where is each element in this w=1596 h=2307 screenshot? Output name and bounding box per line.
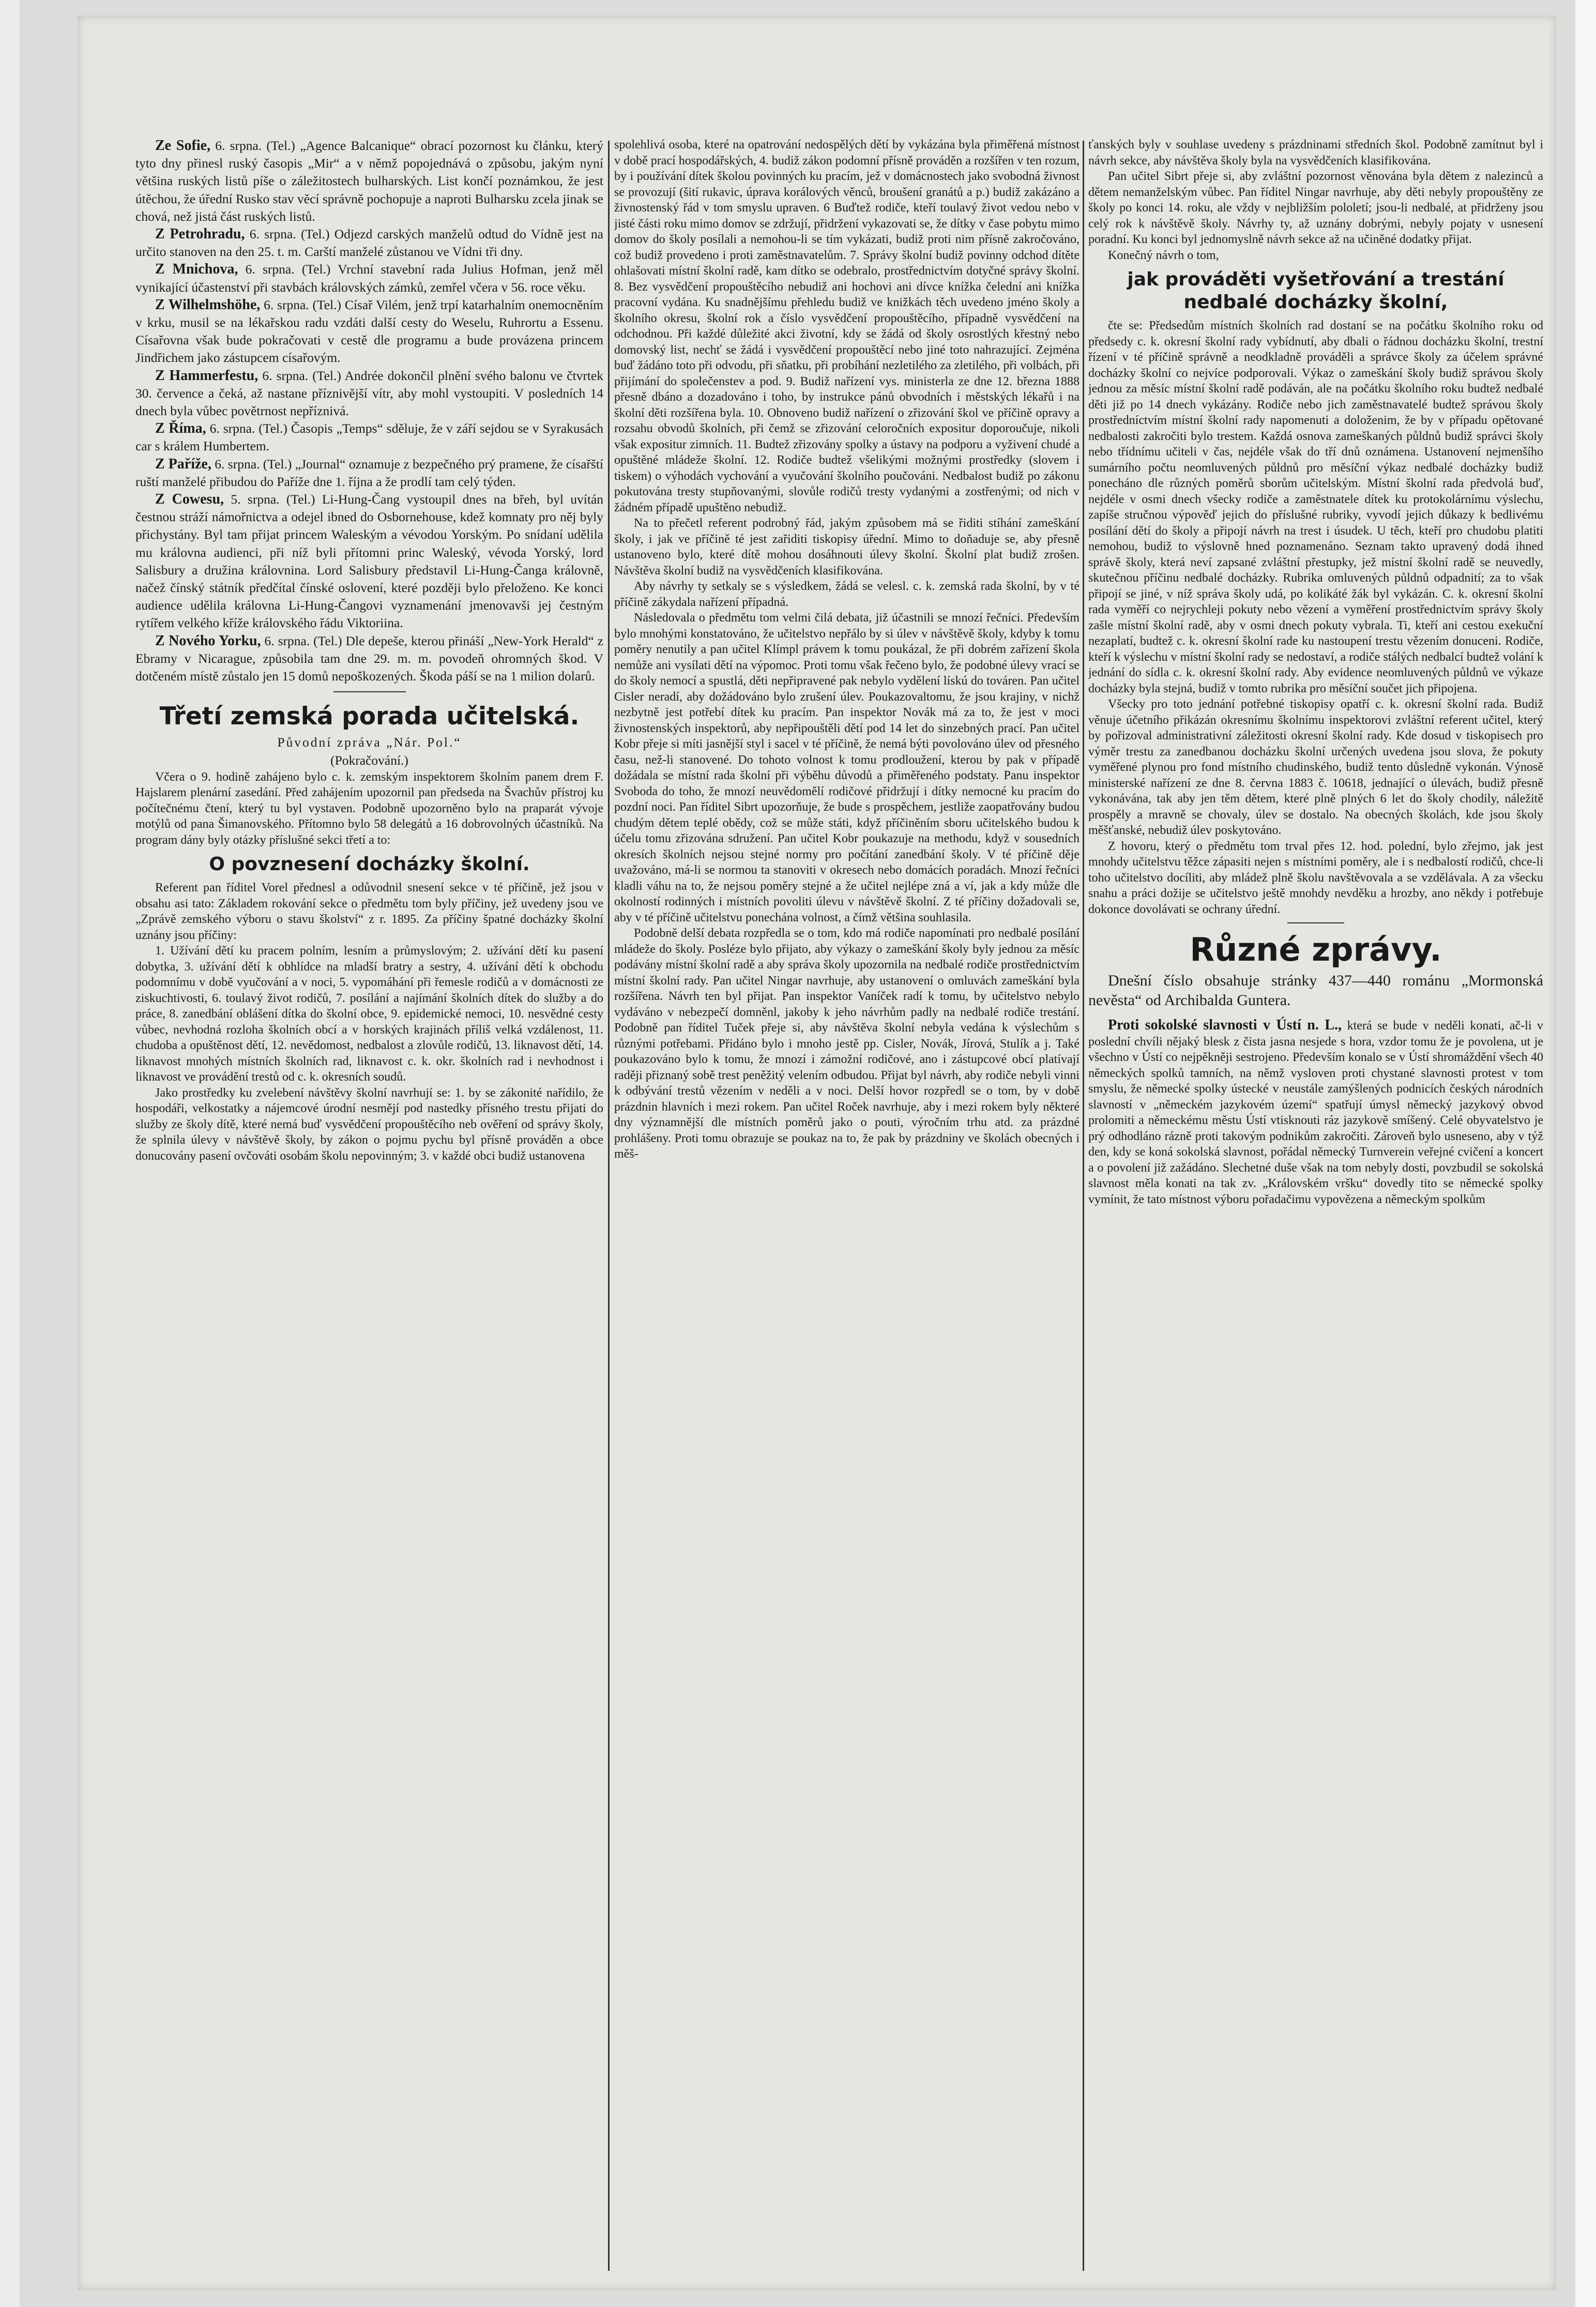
article-paragraph: ťanských byly v souhlase uvedeny s prázdninami středních škol. Podobně zamítnut byl i návrh sekce, aby návštěva školy byla na vysvědčeních klasifikována. — [1088, 138, 1543, 168]
article-paragraph: Následovala o předmětu tom velmi čilá debata, již účastnili se mnozí řečníci. Především bylo mnohými konstatováno, že učitelstvo nepřálo by si úlev v návštěvě školy, kdyby k tomu poměry nenutily a pan učitel Klímpl právem k tomu poukázal, že při dobrém zařízení škola nemůže ani vysílati dětí na výpomoc. Proti tomu však řečeno bylo, že podobné úlevy vrací se do školy nemocí a spustlá, děti nepřipravené pak nebylo vydělení lískú do továren. Pan učitel Cisler neradí, aby dožádováno bylo zrušení úlev. Poukazovaltomu, že jsou krajiny, v nichž nezbytně jest potřebí dítek ku pracím. Pan inspektor Novák má za to, že jest v moci živnostenských inspektorů, aby nepřipouštěli dětí pod 14 let do sinzebných prací. Pan učitel Kobr přeje si míti jasnější styl i sacel v té příčině, že nemá býti povolováno úlev od přesného času, než-li stanovené. Do tohoto volnost k tomu prodloužení, kterou by pak v případě dožádala se místní rada školní při výběhu důvodů a přiměřeného podstaty. Panu inspektor Svoboda do toho, že mnozí neuvědomělí rodičové přidržují i dítky nemocné ku pracím do pozdní noci. Pan říditel Sibrt upozorňuje, že bude s prospěchem, jestliže zaopatřovány budou chudým dětem teplé obědy, což se může státi, když příčiněním sboru učitelského budou k účelu tomu zřizována sdružení. Pan učitel Kobr poukazuje na methodu, když v sousedních okresích školních nejsou stejné normy pro počítání zanedbání školy. V té příčině děje uvažováno, má-li se normou ta stanoviti v okresech nebo domácích poradách. Mnozí řečníci kladli váhu na to, že nejsou poměry stejné a že učitel nejlépe zná a ví, jak a kdy může dle okolností rodinných i místních povoliti úlevu v návštěvě školní. Z té příčiny dožadovali se, aby v té příčině učitelstvu ponechána volnost, a čímž většina souhlasila. — [614, 611, 1080, 924]
news-item: Z Hammerfestu, 6. srpna. (Tel.) Andrée dokončil plnění svého balonu ve čtvrtek 30. července a čeká, až nastane příznivější vítr, aby mohl vystoupiti. V posledních 14 dnech byla vůbec povětrnost nepříznivá. — [135, 367, 603, 419]
article-paragraph: Jako prostředky ku zvelebení návštěvy školní navrhují se: 1. by se zákonité nařídilo, že hospodáři, velkostatky a nájemcové úrodní nesmějí pod nastedky přísného trestu přijati do služby ze školy dítě, které nemá buď vysvědčení propouštěcího neb ověření od správy školy, že splnila úlevy v návštěvě školy, by zákon o pojmu pychu byl přísně prováděn a obce donucovány pasení ovčováti osobám školu nepovinným; 3. v každé obci budiž ustanovena — [135, 1086, 603, 1163]
news-item: Z Petrohradu, 6. srpna. (Tel.) Odjezd carských manželů odtud do Vídně jest na určito stanoven na den 25. t. m. Carští manželé zůstanou ve Vídni tři dny. — [135, 226, 603, 260]
news-item: Z Mnichova, 6. srpna. (Tel.) Vrchní stavební rada Julius Hofman, jenž měl vynikající účastenství při stavbách královských zámků, zemřel včera v 56. roce věku. — [135, 261, 603, 295]
news-item: Z Nového Yorku, 6. srpna. (Tel.) Dle depeše, kterou přináší „New-York Herald“ z Ebramy v Nicarague, způsobila tam dne 29. m. m. povodeň ohromných škod. V dotčeném místě zůstalo jen 15 domů nepoškozených. Škoda páší se na 1 milion dolarů. — [135, 632, 603, 684]
news-notice: Dnešní číslo obsahuje stránky 437—440 románu „Mormonská nevěsta“ od Archibalda Guntera. — [1088, 972, 1543, 1009]
article-paragraph: spolehlivá osoba, které na opatrování nedospělých dětí by vykázána byla přiměřená místnost v době prací hospodářských, 4. budiž zákon podomní přísně prováděn a rozšířen v ten rozum, by i používání dítek školou povinných ku pracím, jež v domácnostech jako svobodná živnost se provozují (šití rukavic, úprava korálových věnců, broušení granátů a p.) budiž zakázáno a živnostenský řád v tom smyslu upraven. 6 Buďtež rodiče, kteří toulavý život vedou nebo v jisté části roku mimo domov se zdržují, přidržení vykazovati se, že dítky v čase pobytu mimo domov do školy posílali a nemohou-li se tím vykázati, budiž proti nim přísně zakročováno, což budiž provedeno i proti zaměstnavatelům. 7. Správy školní budiž povinny odchod dítěte ohlašovati místní školní radě, kam dítko se odebralo, prostřednictvím dotyčné správy školní. 8. Bez vysvědčení propouštěcího nebudiž ani hochovi ani dívce knížka čelední ani knížka pracovní vydána. Ku snadnějšímu přehledu budiž ve knižkách těch uvedeno jméno školy a školního okresu, školní rok a číslo vysvědčení propouštěcího, případně vysvědčení na odchodnou. Při každé důležité akci životní, kdy se žádá od školy osrostlých křestný nebo domovský list, nechť se žádá i vysvědčení propouštěcí nebo jiné toto nahrazující. Zejména buď žádáno toto při odvodu, při sňatku, při probíhání nezletilého za zletilého, při volbách, při přijímání do společenstev a pod. 9. Budiž nařízení vys. ministerla ze dne 12. března 1888 přesně dbáno a dozadováno i toho, by instrukce pánů obvodních i městských lékařů i na školní děti rozšířena byla. 10. Obnoveno budiž nařízení o zřizování škol ve příčině opravy a rozsahu obvodů školních, při čemž se zřizování celoročních expositur doporoučuje, nikoli však expositur zimních. 11. Budtež zřizovány spolky a ústavy na podporu a vyživení chudé a opuštěné mládeže školní. 12. Rodiče budtež všelikými možnými prostředky (slovem i tiskem) o výhodách vychování a vyučování školního poučováni. Nedbalost budiž po zákonu pokutována tresty stupňovanými, slovůle rodičů tresty vydanými a zostřenými; od nich v žádném případě upuštěno nebudiž. — [614, 138, 1080, 514]
scan-left-strip — [0, 0, 20, 2307]
news-item: Proti sokolské slavnosti v Ústí n. L., která se bude v neděli konati, ač-li v poslední chvíli nějaký blesk z čista jasna nesjede s hora, vzdor tomu že je povolena, ut je všechno v Ústí co nejpěkněji sestrojeno. Především konalo se v Ústí shromáždění všech 40 německých spolků tamních, na němž vysloven proti chystané slavnosti protest v tom smyslu, že německé spolky ústecké v neustále zamýšlených podnicích českých národních slavností v „německém jazykovém území“ spatřují úmysl německý jazykový obvod prolomiti a německému městu Ústí vtisknouti ráz jazykově smíšený. Celé obyvatelstvo je prý odhodláno rázně proti takovým podnikům zakročiti. Zároveň bylo usneseno, aby v týž den, kdy se koná sokolská slavnost, pořádal německý Turnverein veřejné cvičení a koncert a o povolení již zažádáno. Slechetné duše však na tom nebyly dosti, povzbudil se sokolská slavnost měla konati na tak zv. „Královském vršku“ dovedly tito se německé spolky vymínit, že tato místnost výboru pořadačimu vypovězena a německým spolkům — [1088, 1017, 1543, 1206]
article-paragraph: Podobně delší debata rozpředla se o tom, kdo má rodiče napomínati pro nedbalé posílání mládeže do školy. Posléze bylo přijato, aby výkazy o zameškání školy byly jednou za měsíc podávány místní školní radě a aby správa školy upozornila na nedbalé rodiče prostřednictvím místní školní rady. Pan učitel Ningar navrhuje, aby ustanovení o omluvách zameškání byla rozšířena. Návrh ten byl přijat. Pan inspektor Vaníček radí k tomu, by učitelstvo nebylo vydáváno v nebezpečí domněnl, jakoby k jeho návrhům padly na nedbalé rodiče trestání. Podobně pan říditel Tuček přeje si, aby návštěva školní nebyla vedána k výslechům s různými potřebami. Přidáno bylo i mnoho jestě pp. Cisler, Novák, Jírová, Stulík a j. Také poukazováno bylo k tomu, že mnozí i zámožní rodičové, ano i zástupcové obcí platívají raději přiznaný sobě trest peněžitý velením odbudou. Přijat byl návrh, aby rodiče nebyli vinni k odbývání trestů vězením v neděli a v noci. Delší hovor rozpředl se o tom, by v době prázdnin hlavních i mezi rokem. Pan učitel Roček navrhuje, aby i mezi rokem byly některé dny významnější dle místních poměrů jako o pouti, výročním trhu atd. za prázdné prohlášeny. Proti tomu obrazuje se poukaz na to, že pak by prázdniny ve školách obecných i měš- — [614, 927, 1080, 1161]
article-paragraph: Pan učitel Sibrt přeje si, aby zvláštní pozornost věnována byla dětem z nalezinců a dětem nemanželským vůbec. Pan říditel Ningar navrhuje, aby děti nebyly propouštěny ze školy po konci 14. roku, ale vždy v nejbližším pololetí; jsou-li nedbalé, at přidrženy jsou celý rok k návštěvě školy. Návrhy ty, až uznány dobrými, nebyly pojaty v usnesení poradní. Ku konci byl jednomyslně návrh sekce až na učiněné dodatky přijat. — [1088, 170, 1543, 246]
news-item: Ze Sofie, 6. srpna. (Tel.) „Agence Balcanique“ obrací pozornost ku článku, který tyto dny přinesl ruský časopis „Mir“ a v němž popojednává o způsobu, jakým nyní většina ruských listů píše o záležitostech bulharských. List končí poznámkou, že jest útěchou, že úřední Rusko stav věcí správně pochopuje a naproti Bulharsku zcela jinak se chová, než jistá část ruských listů. — [135, 138, 603, 224]
news-item: Z Wilhelmshöhe, 6. srpna. (Tel.) Císař Vilém, jenž trpí katarhalním onemocněním v krku, musil se na lékařskou radu vzdáti další cesty do Weselu, Ruhrortu a Essenu. Císařovna však bude pokračovati v cestě dle programu a bude provázena princem Jindřichem jako zástupcem císařovým. — [135, 296, 603, 366]
section-continuation: (Pokračování.) — [330, 752, 408, 768]
article-paragraph: Všecky pro toto jednání potřebné tiskopisy opatří c. k. okresní školní rada. Budiž věnuje účetního přikázán okresnímu školnímu inspektorovi zvláštní referent učitel, který by pořizoval administrativní záležitosti okresní školní rady. Kde dosud v tiskopisech pro výměr trestu za zanedbanou docházku školní určených uvedena jsou slova, že pokuty vyměřené plynou pro fond místního chudinského, budiž tento důsledně vykonán. Výnosě ministerské nařízení ze dne 8. června 1883 č. 10618, jednající o úlevách, budiž přesně vykonávána, tak aby jen těm dětem, které plně plných 6 let do školy chodily, náležitě prospěly a mravně se chovaly, úlev se dostalo. Na obecných školách, kde jsou školy měšťanské, nebudiž úlev poskytováno. — [1088, 697, 1543, 837]
news-section-title: Různé zprávy. — [1190, 931, 1442, 968]
article-paragraph: Aby návrhy ty setkaly se s výsledkem, žádá se velesl. c. k. zemská rada školní, by v té příčině zákydala nařízení případná. — [614, 580, 1080, 609]
column-2 — [614, 137, 1080, 2288]
section-subtitle: Původní zpráva „Nár. Pol.“ — [277, 735, 462, 750]
news-item: Z Paříže, 6. srpna. (Tel.) „Journal“ oznamuje z bezpečného prý pramene, že císařští ruští manželé přibudou do Paříže dne 1. října a že prodlí tam celý týden. — [135, 456, 603, 489]
section-separator — [1287, 922, 1344, 923]
column-rule-1 — [608, 141, 610, 2271]
article-paragraph: 1. Užívání dětí ku pracem polním, lesním a průmyslovým; 2. užívání dětí ku pasení dobytka, 3. užívání dětí k obhlídce na mladší bratry a sestry, 4. užívání dětí k obchodu podomnímu v době vyučování a v noci, 5. vypomáhání při řemesle rodičů a v domácnosti ze ziskuchtivosti, 6. toulavý život rodičů, 7. posílání a najímání školních dítek do služby a do práce, 8. zanedbání oblášení dítka do školní obce, 9. epidemické nemoci, 10. nesvědné cesty vůbec, nevhodná rozloha školních obcí a v horských krajinách příliš velká vzdálenost, 11. chudoba a opuštěnost dětí, 12. nevědomost, nedbalost a zlovůle rodičů, 13. liknavost dětí, 14. liknavost mnohých místních školních rad, liknavost c. k. okr. školních rad i nevhodnost i liknavost ve provádění trestů od c. k. okresních soudů. — [135, 944, 603, 1084]
column-rule-2 — [1083, 141, 1084, 2271]
article-paragraph: Z hovoru, který o předmětu tom trval přes 12. hod. polední, bylo zřejmo, jak jest mnohdy učitelstvu těžce zápasiti nejen s místními poměry, ale i s nedbalostí rodičů, chce-li toho učitelstvo docíliti, aby mládež plně školu navštěvovala a se vzdělávala. A za všecku snahu a práci dožije se učitelstvo ještě mnohdy nevděku a hrozby, ano někdy i potřebuje dokonce dovolávati se ochrany úřední. — [1088, 839, 1543, 916]
subsection-title: O povznesení docházky školní. — [209, 854, 530, 875]
article-paragraph: Včera o 9. hodině zahájeno bylo c. k. zemským inspektorem školním panem drem F. Hajslarem plenární zasedání. Před zahájením upozornil pan předseda na Švachův přístroj ku počítečnému čtení, který tu byl vystaven. Podobně upozorněno bylo na praparát vývoje motýlů od pana Šimanovského. Přítomno bylo 58 delegátů a 16 dobrovolných účastníků. Na program dány byly otázky příslušné sekci třetí a to: — [135, 770, 603, 847]
article-paragraph: Referent pan říditel Vorel přednesl a odůvodnil snesení sekce v té příčině, jež jsou v obsahu asi tato: Základem rokování sekce o předmětu tom byly příčiny, jež uvedeny jsou ve „Zprávě zemského výboru o stavu školství“ z r. 1895. Za příčiny špatné docházky školní uznány jsou příčiny: — [135, 881, 603, 942]
section-title: Třetí zemská porada učitelská. — [159, 702, 580, 731]
section-separator — [333, 691, 406, 692]
news-item: Z Říma, 6. srpna. (Tel.) Časopis „Temps“ sděluje, že v září sejdou se v Syrakusách car s králem Humbertem. — [135, 420, 603, 454]
article-paragraph: Na to přečetl referent podrobný řád, jakým způsobem má se řiditi stíhání zameškání školy, i jak ve příčině té jest zařiditi tiskopisy úřední. Mimo to doňaduje se, aby přesně ustanoveno bylo, které dítě mohou dosáhnouti úlevy školní. Školní plat budiž zrošen. Návštěva školní budiž na vysvědčeních klasifikována. — [614, 517, 1080, 578]
subsection-title: jak prováděti vyšetřování a trestání nedbalé docházky školní, — [1127, 269, 1504, 313]
column-1 — [135, 137, 603, 2184]
article-paragraph: Konečný návrh o tom, — [1108, 248, 1219, 262]
news-item: Z Cowesu, 5. srpna. (Tel.) Li-Hung-Čang vystoupil dnes na břeh, byl uvítán čestnou stráží námořnictva a odejel ibned do Osbornehouse, kdež komnaty pro něj byly přichystány. Byl tam přijat princem Waleským a vévodou Yorským. Po snídaní udělila mu královna audienci, při níž byli přítomni princ Waleský, vévoda Yorský, lord Salisbury a družina královnina. Lord Salisbury představil Li-Hung-Čanga královně, načež čínský státník předčítal čínské oslovení, které později bylo přeloženo. Ke konci audience udělila královna Li-Hung-Čangovi vyznamenání jmenovavši jej čestným rytířem velkého kříže královského řádu Viktoriina. — [135, 491, 603, 631]
article-paragraph: čte se: Předsedům místních školních rad dostaní se na počátku školního roku od předsedy c. k. okresní školní rady vybídnutí, aby dbali o řádnou docházku školní, trestní řízení v té příčině správně a neodkladně prováděli a správce školy za účelem správné docházky školní co nejvíce podporovali. Výkaz o zameškání školy budiž správou školy jednou za měsíc místní školní radě podáván, ale na počátku školního roku budtež nedbalé děti již po 14 dnech vykázány. Rodiče nebo jich zaměstnavatelé budtež správou školy prostředníctvím místní školní rady napomenuti a doloženim, že by v případu opětované nedbalosti zakročiti bylo trestem. Každá osnova zameškaných půldnů budiž správci školy nebo třídnímu učiteli v čas, nejdéle však do tří dnů oznámena. Ustanovení nejmenšího sumárního počtu neomluvených půldnů pro měsíční výkaz nedbalé docházky budiž ponecháno dle různých poměrů sborům učitelským. Místní školní rada předvolá buď, nejdéle v osmi dnech všecky rodiče a zaměstnatele dítek ku protokolárnímu výslechu, zapíše stručnou výpověď jejich do příslušné rubriky, vyvodí jejich důkazy k bedlivému posílání dětí do školy a připojí návrh na trest i úsudek. U těch, kteří pro chudobu platiti nemohou, budiž to výslovně hned poznamenáno. Seznam takto upravený dodá ihned správě školy, která neví zapsané zvláštní přestupky, jež místní školní radě se neuvedly, skutečnou příčinu nedbalé docházky. Rubrika omluvených půldnů odpadnití; za to však připojí se jiné, v níž správa školy udá, po kolikáté žák byl vykázán. C. k. okresní školní rada vyměří co nejrychleji pokuty nebo vězení a vyměření prostřednictvím správy školy zašle místní školní radě, aby v osmi dnech pokuty vybrala. Ti, kteří ani cestou exekuční nezaplatí, budtež c. k. okresní školní rade ku nastoupení trestu vězením donuceni. Rodiče, kteří k výslechu v místní školní rady se nedostaví, a rodiče stálých nedbalcí budtež volání k jednání do sídla c. k. okresní školní rady. Aby evidence neomluvených půldnů ve výkaze docházky byla stejná, budiž v tomto rubrika pro měsíční součet jich připojena. — [1088, 319, 1543, 695]
scan-right-edge — [1575, 0, 1596, 2307]
column-3 — [1088, 137, 1543, 2288]
